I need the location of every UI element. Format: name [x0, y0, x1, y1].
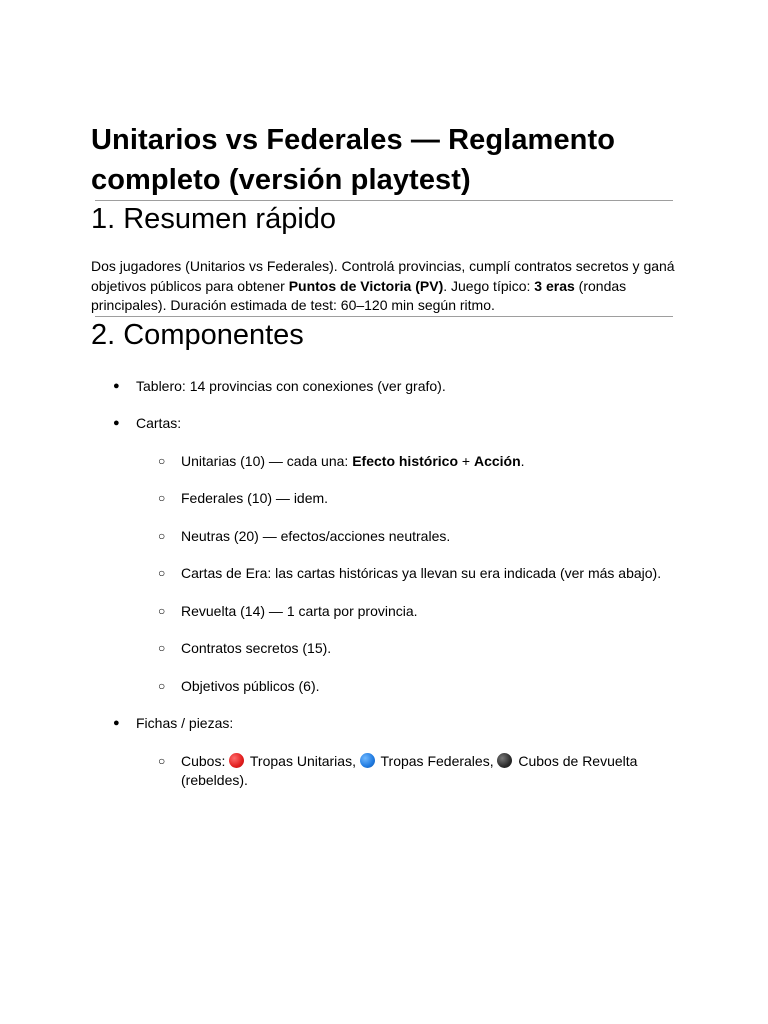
sublist-item-neutras — [136, 527, 681, 546]
black-circle-icon — [497, 753, 512, 768]
list-item-text: Tropas Federales, — [376, 752, 498, 769]
list-item-text: Cartas: — [136, 415, 182, 431]
bullet-icon: ● — [113, 417, 120, 429]
circle-bullet-icon: ○ — [158, 603, 166, 618]
list-item-text: Objetivos públicos (6). — [181, 677, 320, 694]
section-heading-componentes: 2. Componentes — [91, 318, 304, 351]
list-item-text: Revuelta (14) — 1 carta por provincia. — [181, 602, 418, 619]
circle-bullet-icon: ○ — [158, 453, 166, 468]
cartas-sublist — [136, 452, 681, 696]
circle-bullet-icon: ○ — [158, 566, 166, 580]
resumen-paragraph — [91, 257, 681, 316]
resumen-bold-eras: 3 eras — [534, 277, 575, 294]
sublist-item-unitarias — [136, 452, 681, 471]
list-item-tablero — [91, 377, 681, 396]
list-item-text: Federales (10) — idem. — [181, 490, 329, 506]
resumen-text: Dos jugadores (Unitarios vs Federales). Controlá provincias, cumplí contratos secretos y ganá objetivos públicos para obtener — [91, 258, 675, 294]
sublist-item-contratos — [136, 639, 681, 658]
resumen-text: (rondas principales). Duración estimada de test: 60–120 min según ritmo. — [91, 277, 627, 313]
section-heading-resumen: 1. Resumen rápido — [91, 203, 337, 235]
fichas-sublist — [136, 752, 681, 790]
page-title: Unitarios vs Federales — Reglamento completo (versión playtest) — [91, 124, 616, 196]
sublist-item-federales — [136, 489, 681, 508]
list-item-text: . — [520, 452, 525, 469]
list-item-text: Cubos: — [181, 752, 230, 769]
components-list — [91, 377, 681, 790]
red-circle-icon — [229, 753, 244, 768]
list-item-text: Cubos de Revuelta (rebeldes). — [181, 752, 638, 788]
sublist-item-era — [136, 564, 681, 583]
list-item-text: Contratos secretos (15). — [181, 640, 332, 656]
circle-bullet-icon: ○ — [158, 641, 166, 655]
resumen-text: . Juego típico: — [443, 277, 535, 294]
document-page — [91, 120, 681, 808]
circle-bullet-icon: ○ — [158, 753, 166, 768]
bullet-icon: ● — [113, 379, 120, 392]
sublist-item-objetivos — [136, 677, 681, 696]
list-item-text: Cartas de Era: las cartas históricas ya llevan su era indicada (ver más abajo). — [181, 565, 662, 581]
list-item-text: Fichas / piezas: — [136, 715, 234, 731]
list-item-text: Neutras (20) — efectos/acciones neutrales. — [181, 527, 451, 544]
resumen-bold-pv: Puntos de Victoria (PV) — [288, 277, 444, 294]
list-item-text: Tropas Unitarias, — [246, 752, 360, 769]
sublist-item-cubos — [136, 752, 681, 790]
blue-circle-icon — [360, 753, 375, 768]
list-item-cartas — [91, 414, 681, 696]
bold-efecto-historico: Efecto histórico — [352, 452, 458, 469]
list-item-text: Tablero: 14 provincias con conexiones (ver grafo). — [136, 377, 446, 394]
sublist-item-revuelta — [136, 602, 681, 621]
list-item-text: + — [458, 452, 474, 469]
list-item-text: Unitarias (10) — cada una: — [181, 452, 353, 469]
circle-bullet-icon: ○ — [158, 528, 166, 543]
circle-bullet-icon: ○ — [158, 491, 166, 505]
bold-accion: Acción — [473, 452, 521, 469]
bullet-icon: ● — [113, 717, 120, 729]
circle-bullet-icon: ○ — [158, 678, 166, 693]
list-item-fichas — [91, 714, 681, 790]
